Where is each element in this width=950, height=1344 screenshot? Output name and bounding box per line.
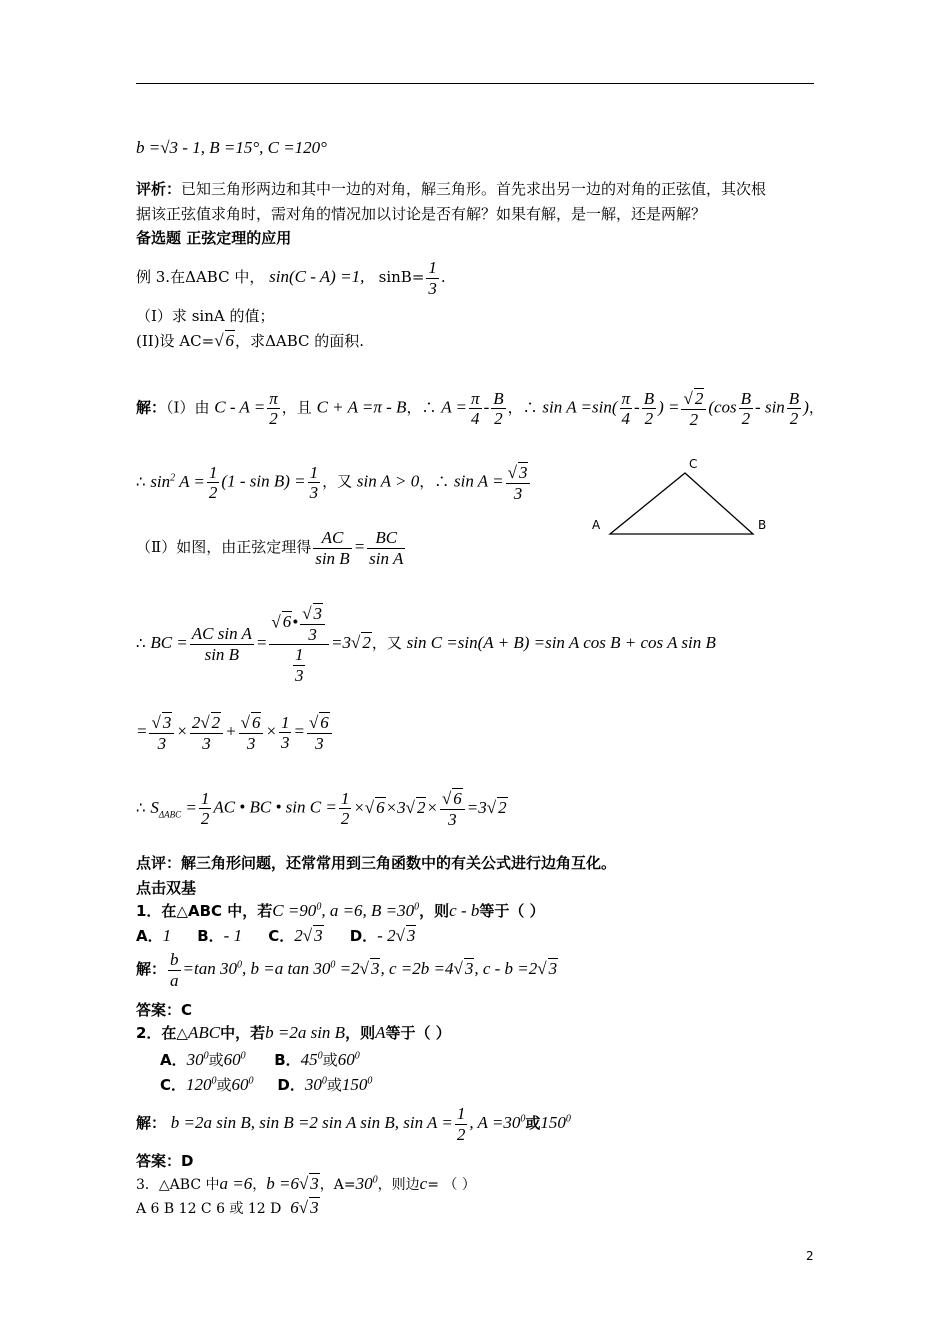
practice-title: 点击双基 <box>136 879 197 897</box>
page-number: 2 <box>806 1249 814 1263</box>
q1-statement: 1．在△ABC 中，若$C =90^0$, a =6, $B =30^0$，则c - b等于（ ） <box>136 901 545 920</box>
example3-statement: 例 3.在ΔABC 中， sin(C - A) =1, sinB= $\frac{1}{3}$ . <box>136 258 446 298</box>
q3-statement: 3．△ABC 中a =6，b =6√ 3，$A=30^0$，则边c= （ ） <box>136 1174 476 1193</box>
q1-solution: 解： $\frac{b}{a}$ =tan $30^0$, b =a $\tan 30^0 =2√$ 3, c =2b =4√ 3, c - b =2√ 3 <box>136 950 558 990</box>
vertex-b-label: B <box>758 518 767 532</box>
intro-result: b =√3 - 1, B =15°, C =120° <box>136 138 327 157</box>
solution-part2-line2: ∴ BC = $\frac{\text{AC sin A}}{\text{sin B}}$ = √ 6• $\frac{√ 3}{3}$ $\frac{1}{3}$ =3√ 2，又 sin C =sin(A + B) =sin A cos B + cos A sin B <box>136 604 716 685</box>
example3-question-2: (II)设 AC=√ 6，求ΔABC 的面积. <box>136 331 365 350</box>
solution-part1-line1: 解：（I）由 C - A = $\frac{\pi}{2}$ ，且 C + A =π - B，∴ A = $\frac{\pi}{4}$ - $\frac{B}{2}$ ，∴ sin A =sin( $\frac{\pi}{4}$ - $\frac{B}{2}$ ) = $\frac{√ 2}{2}$ (cos $\frac{B}{2}$ - sin $\frac{B}{2}$ )， <box>136 388 824 429</box>
analysis-label: 评析： <box>136 180 182 198</box>
solution-part2-line1: （Ⅱ）如图，由正弦定理得 $\frac{AC}{\text{sin B}}$ = $\frac{BC}{\text{sin A}}$ <box>136 528 404 568</box>
q2-options-row2: C．$120^0$或$60^0$ D．$30^0$或$150^0$ <box>160 1075 373 1094</box>
solution-part2-line3: = $\frac{√ 3}{3}$ × $\frac{2√ 2}{3}$ + $\frac{√ 6}{3}$ × $\frac{1}{3}$ = $\frac{√ 6}{3}$ <box>136 712 334 753</box>
section-title: 备选题 正弦定理的应用 <box>136 229 292 247</box>
q3-options: A 6 B 12 C 6 或 12 D 6√ 3 <box>136 1198 319 1217</box>
analysis-line-1: 评析：已知三角形两边和其中一边的对角，解三角形。首先求出另一边的对角的正弦值，其次根 <box>136 180 767 198</box>
q2-answer: 答案：D <box>136 1152 194 1170</box>
analysis-line-2: 据该正弦值求角时，需对角的情况加以讨论是否有解？如果有解，是一解，还是两解？ <box>136 205 707 223</box>
q2-solution: 解： b =2a sin B, sin B =2 sin A sin B, sin A = $\frac{1}{2}$ , $A =30^0$或$150^0$ <box>136 1104 571 1144</box>
vertex-a-label: A <box>592 518 601 532</box>
triangle-outline <box>610 473 753 534</box>
vertex-c-label: C <box>689 457 698 471</box>
example3-question-1: （I）求 sinA 的值； <box>136 307 275 325</box>
triangle-figure <box>588 452 778 544</box>
comment: 点评：解三角形问题，还常常用到三角函数中的有关公式进行边角互化。 <box>136 854 617 872</box>
solution-part1-line2: ∴ $\sin^2 A$ = $\frac{1}{2}$ (1 - sin B) = $\frac{1}{3}$ ，又 sin A > 0，∴ sin A = $\frac{√ 3}{3}$ <box>136 462 532 503</box>
solution-part2-line4: ∴ $S_{\Delta ABC}$ = $\frac{1}{2}$ AC • BC • sin C = $\frac{1}{2}$ ×√ 6×3√ 2× $\frac{√ 6}{3}$ =3√ 2 <box>136 788 507 829</box>
q2-statement: 2．在△ABC中，若b =2a sin B，则A等于（ ） <box>136 1023 451 1042</box>
q2-options-row1: A．$30^0$或$60^0$ B．$45^0$或$60^0$ <box>160 1050 360 1069</box>
header-rule <box>136 83 814 84</box>
q1-answer: 答案：C <box>136 1001 193 1019</box>
q1-options: A．1 B．- 1 C．2√ 3 D．- 2√ 3 <box>136 926 416 945</box>
